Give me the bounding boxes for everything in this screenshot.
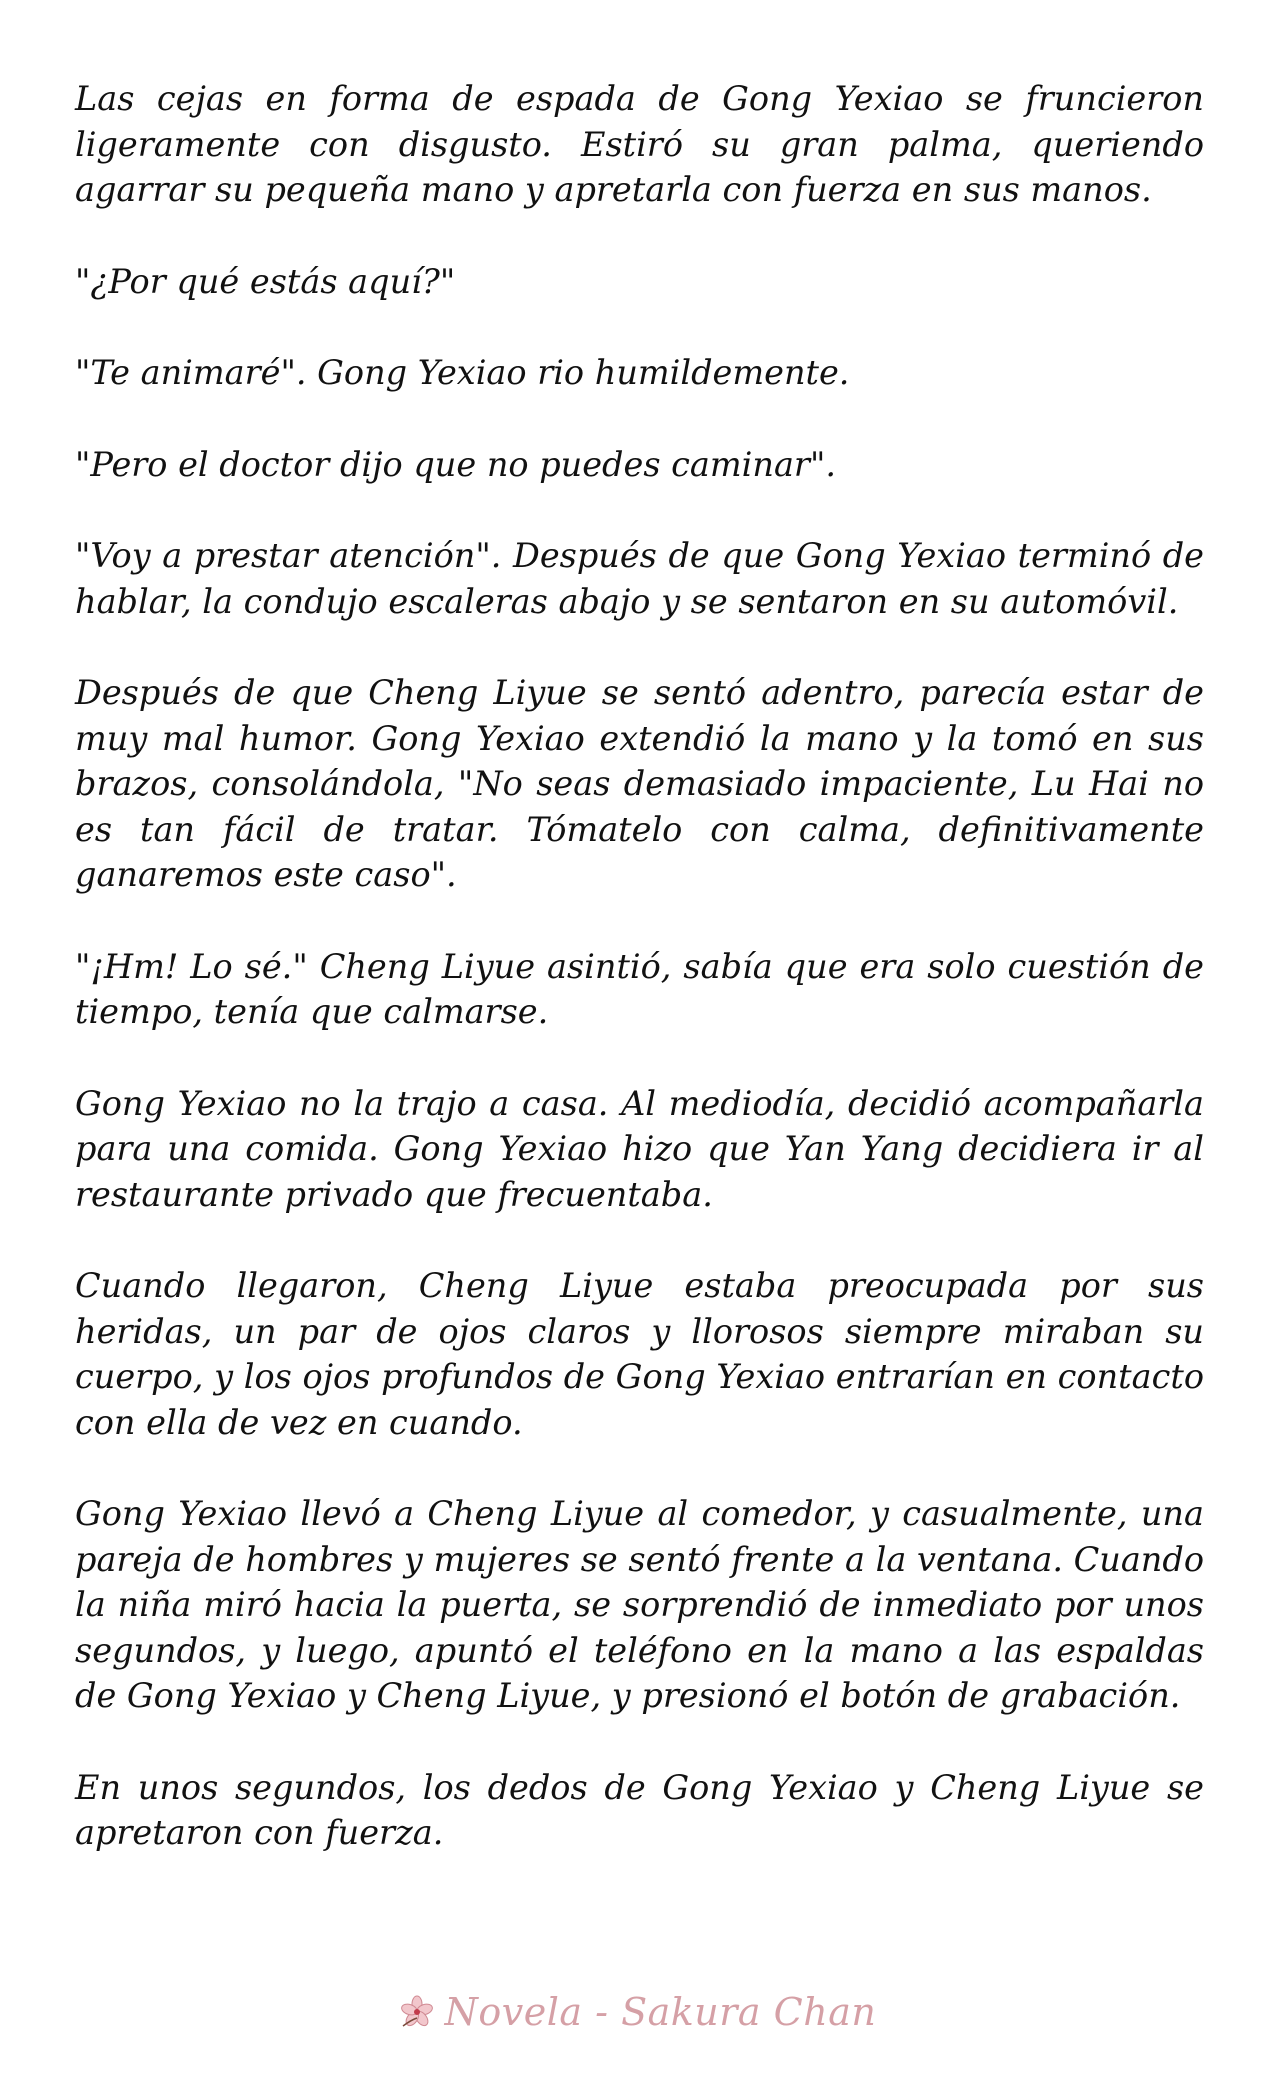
paragraph-9: Cuando llegaron, Cheng Liyue estaba preocupada por sus heridas, un par de ojos claros y llorosos siempre miraban su cuerpo, y los ojos profundos de Gong Yexiao entrarían en contacto con ella de vez en cuando. xyxy=(75,1266,1204,1442)
paragraph-6: Después de que Cheng Liyue se sentó adentro, parecía estar de muy mal humor. Gong Yexiao extendió la mano y la tomó en sus brazos, consolándola, "No seas demasiado impaciente, Lu Hai no es tan fácil de tratar. Tómatelo con calma, definitivamente ganaremos este caso". xyxy=(75,673,1204,894)
paragraph-4: "Pero el doctor dijo que no puedes caminar". xyxy=(75,444,836,484)
paragraph-8: Gong Yexiao no la trajo a casa. Al mediodía, decidió acompañarla para una comida. Gong Yexiao hizo que Yan Yang decidiera ir al restaurante privado que frecuentaba. xyxy=(75,1083,1204,1214)
sakura-flower-icon xyxy=(399,1994,435,2030)
paragraph-2: "¿Por qué estás aquí?" xyxy=(75,261,456,301)
watermark-text: Novela - Sakura Chan xyxy=(444,1990,877,2034)
paragraph-11: En unos segundos, los dedos de Gong Yexiao y Cheng Liyue se apretaron con fuerza. xyxy=(75,1767,1204,1852)
document-body xyxy=(75,76,1204,1856)
paragraph-5: "Voy a prestar atención". Después de que Gong Yexiao terminó de hablar, la condujo escaleras abajo y se sentaron en su automóvil. xyxy=(75,536,1204,621)
paragraph-1: Las cejas en forma de espada de Gong Yexiao se fruncieron ligeramente con disgusto. Estiró su gran palma, queriendo agarrar su pequeña mano y apretarla con fuerza en sus manos. xyxy=(75,79,1204,209)
watermark xyxy=(0,1982,1275,2042)
paragraph-3: "Te animaré". Gong Yexiao rio humildemente. xyxy=(75,353,850,392)
paragraph-7: "¡Hm! Lo sé." Cheng Liyue asintió, sabía que era solo cuestión de tiempo, tenía que calmarse. xyxy=(75,946,1204,1031)
paragraph-10: Gong Yexiao llevó a Cheng Liyue al comedor, y casualmente, una pareja de hombres y mujeres se sentó frente a la ventana. Cuando la niña miró hacia la puerta, se sorprendió de inmediato por unos segundos, y luego, apuntó el teléfono en la mano a las espaldas de Gong Yexiao y Cheng Liyue, y presionó el botón de grabación. xyxy=(75,1494,1204,1715)
